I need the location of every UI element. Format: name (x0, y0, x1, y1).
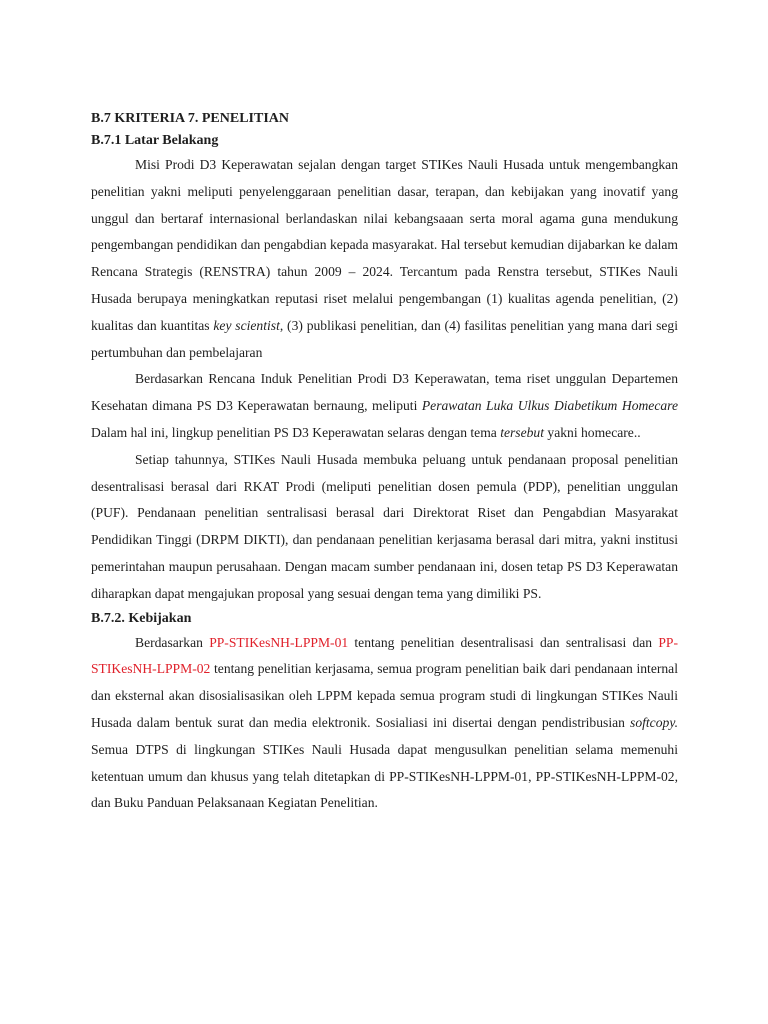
document-title: B.7 KRITERIA 7. PENELITIAN (91, 111, 289, 126)
italic-term: Perawatan Luka Ulkus Diabetikum Homecare (421, 398, 678, 414)
text-run: yakni homecare.. (544, 424, 641, 440)
italic-term: softcopy. (630, 714, 678, 730)
policy-reference-highlight: PP-STIKesNH-LPPM-01 (209, 634, 349, 650)
paragraph-pendanaan: Setiap tahunnya, STIKes Nauli Husada membuka peluang untuk pendanaan proposal penelitian desentralisasi berasal dari RKAT Prodi (meliputi penelitian dosen pemula (PDP), penelitian unggulan (PUF). Pendanaan penelitian sentralisasi berasal dari Direktorat Riset dan Pengabdian Masyarakat Pendidikan Tinggi (DRPM DIKTI), dan pendanaan penelitian kerjasama berasal dari mitra, yakni institusi pemerintahan maupun perusahaan. Dengan macam sumber pendanaan ini, dosen tetap PS D3 Keperawatan diharapkan dapat mengajukan proposal yang sesuai dengan tema yang dimiliki PS. (91, 451, 678, 601)
text-run: Berdasarkan Rencana Induk Penelitian Prodi D3 Keperawatan, tema riset unggulan Departemen Kesehatan dimana PS D3 Keperawatan bernaung, meliputi (91, 371, 678, 414)
text-run: tentang penelitian kerjasama, semua program penelitian baik dari pendanaan internal dan eksternal akan disosialisasikan oleh LPPM kepada semua program studi di lingkungan STIKes Nauli Husada dalam bentuk surat dan media elektronik. Sosialiasi ini disertai dengan pendistribusian (91, 661, 678, 730)
section-heading-kebijakan: B.7.2. Kebijakan (91, 610, 192, 626)
paragraph-rencana-induk (91, 366, 678, 446)
paragraph-kebijakan (91, 630, 678, 818)
text-run: Dalam hal ini, lingkup penelitian PS D3 Keperawatan selaras dengan tema (91, 424, 501, 440)
text-run: Semua DTPS di lingkungan STIKes Nauli Husada dapat mengusulkan penelitian selama memenuhi ketentuan umum dan khusus yang telah ditetapkan di PP-STIKesNH-LPPM-01, PP-STIKesNH-LPPM-02, dan Buku Panduan Pelaksanaan Kegiatan Penelitian. (91, 741, 678, 811)
text-run: , (3) publikasi penelitian, dan (4) fasilitas penelitian yang mana dari segi pertumbuhan dan pembelajaran (91, 317, 678, 360)
text-run: Misi Prodi D3 Keperawatan sejalan dengan target STIKes Nauli Husada untuk mengembangkan penelitian yakni meliputi penyelenggaraan penelitian dasar, terapan, dan kebijakan yang inovatif yang unggul dan bertaraf internasional berlandaskan nilai kebangsaaan serta moral agama guna mendukung pengembangan pendidikan dan pengabdian kepada masyarakat. Hal tersebut kemudian dijabarkan ke dalam Rencana Strategis (RENSTRA) tahun 2009 – 2024. Tercantum pada Renstra tersebut, STIKes Nauli Husada berupaya meningkatkan reputasi riset melalui pengembangan (1) kualitas agenda penelitian, (2) kualitas dan kuantitas (91, 157, 678, 333)
text-run: tentang penelitian desentralisasi dan sentralisasi dan (348, 634, 659, 650)
document-page (91, 108, 678, 817)
italic-term: tersebut (500, 424, 544, 440)
section-heading-latar-belakang: B.7.1 Latar Belakang (91, 133, 219, 148)
policy-reference-highlight: PP-STIKesNH-LPPM-02 (91, 634, 678, 677)
paragraph-misi (91, 152, 678, 366)
italic-term: key scientist (213, 317, 280, 333)
text-run: Berdasarkan (135, 634, 210, 650)
